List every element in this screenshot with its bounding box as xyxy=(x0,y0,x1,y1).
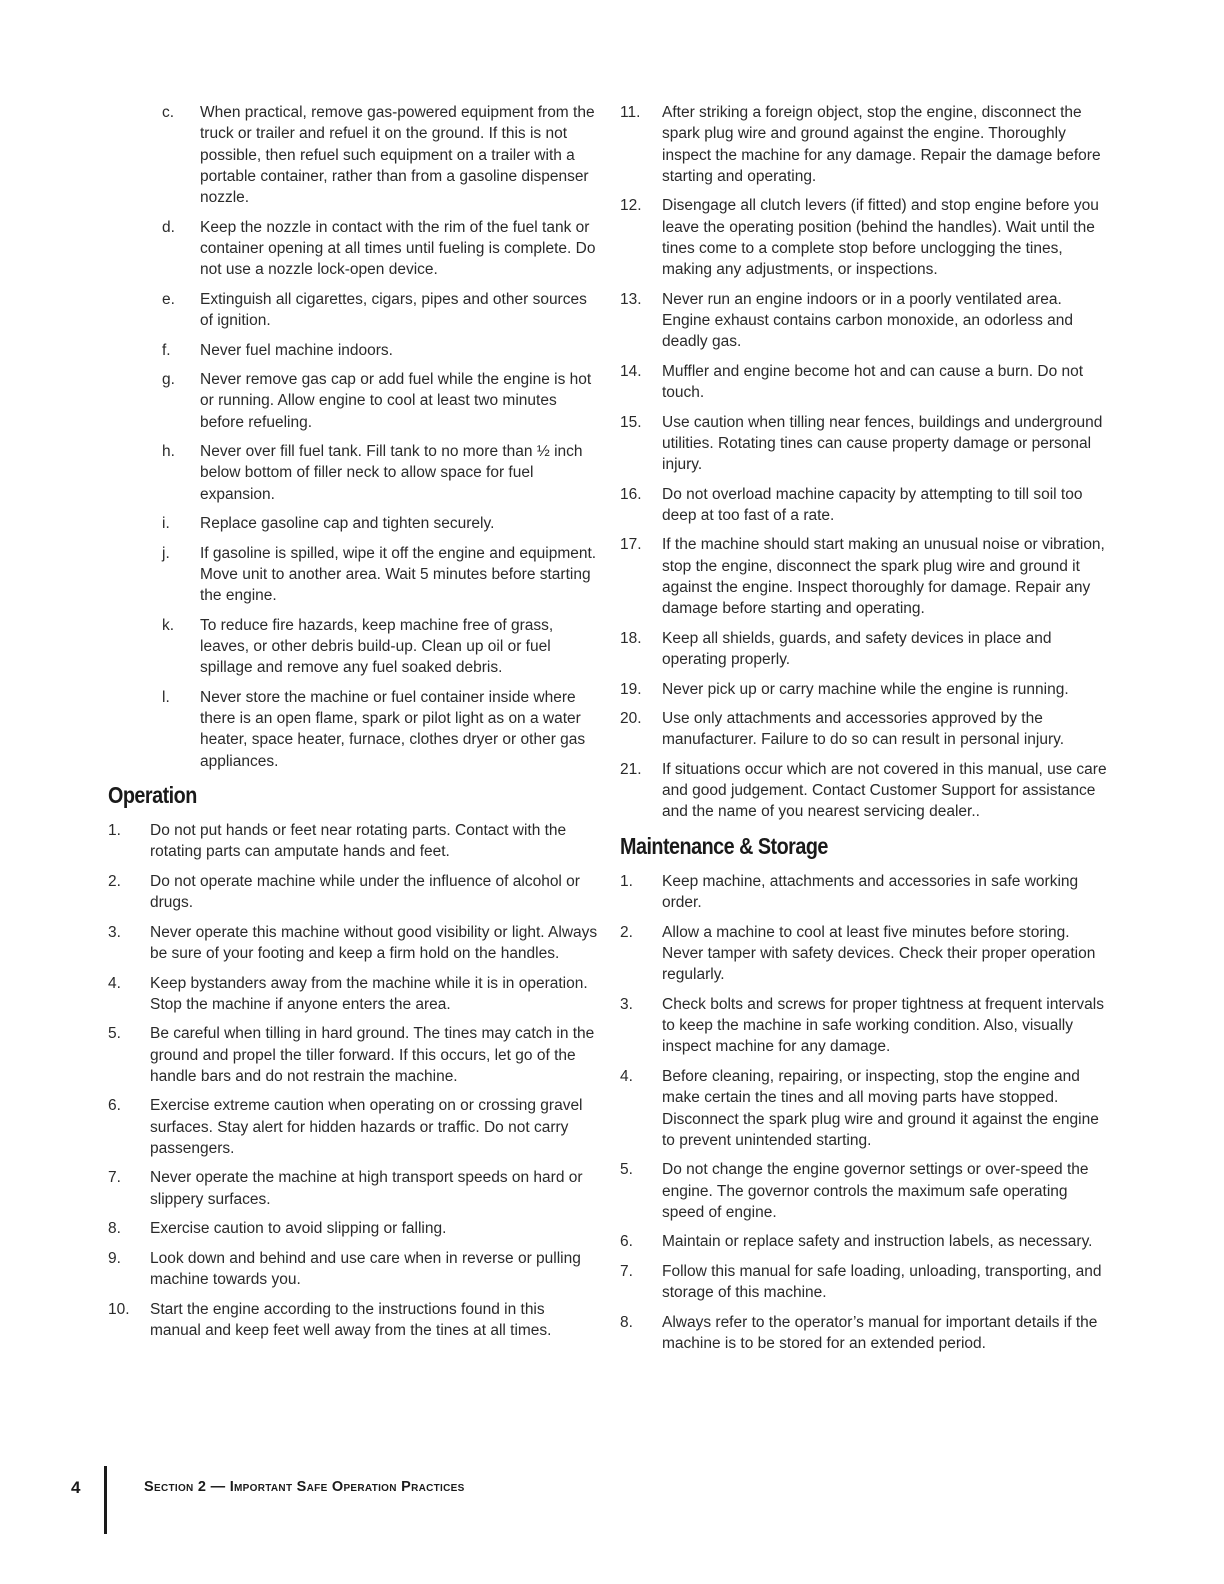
list-item: j. If gasoline is spilled, wipe it off the engine and equipment. Move unit to another area. Wait 5 minutes before starting the engine. xyxy=(162,544,597,605)
list-item: k. To reduce fire hazards, keep machine free of grass, leaves, or other debris build-up. Clean up oil or fuel spillage and remove any fuel soaked debris. xyxy=(162,616,554,677)
list-item: 5. Be careful when tilling in hard ground. The tines may catch in the ground and propel the tiller forward. If this occurs, let go of the handle bars and do not restrain the machine. xyxy=(108,1025,595,1085)
list-item: 2. Allow a machine to cool at least five minutes before storing. Never tamper with safety devices. Check their proper operation regularly. xyxy=(620,923,1096,984)
operation-heading: Operation xyxy=(108,782,197,809)
list-item: 16. Do not overload machine capacity by attempting to till soil too deep at too fast of a rate. xyxy=(620,485,1083,524)
list-item: 21. If situations occur which are not covered in this manual, use care and good judgement. Contact Customer Support for assistance and the name of you nearest servicing dealer.. xyxy=(620,760,1107,821)
list-item: 3. Check bolts and screws for proper tightness at frequent intervals to keep the machine in safe working condition. Also, visually inspect machine for any damage. xyxy=(620,995,1104,1056)
list-item: 5. Do not change the engine governor settings or over-speed the engine. The governor controls the maximum safe operating speed of engine. xyxy=(620,1161,1089,1221)
list-item: i. Replace gasoline cap and tighten securely. xyxy=(162,515,495,533)
fuel-safety-list xyxy=(108,102,598,772)
list-item: 9. Look down and behind and use care when in reverse or pulling machine towards you. xyxy=(108,1249,581,1289)
list-item: 3. Never operate this machine without good visibility or light. Always be sure of your footing and keep a firm hold on the handles. xyxy=(108,923,598,963)
list-item: 20. Use only attachments and accessories approved by the manufacturer. Failure to do so can result in personal injury. xyxy=(620,710,1065,749)
list-item: 19. Never pick up or carry machine while the engine is running. xyxy=(620,680,1069,698)
list-item: 15. Use caution when tilling near fences, buildings and underground utilities. Rotating tines can cause property damage or personal injury. xyxy=(620,413,1103,474)
list-item: 1. Do not put hands or feet near rotating parts. Contact with the rotating parts can amputate hands and feet. xyxy=(108,822,567,861)
list-item: d. Keep the nozzle in contact with the rim of the fuel tank or container opening at all times until fueling is complete. Do not use a nozzle lock-open device. xyxy=(162,218,596,279)
list-item: f. Never fuel machine indoors. xyxy=(162,341,393,359)
list-item: 2. Do not operate machine while under the influence of alcohol or drugs. xyxy=(108,872,580,912)
list-item: 6. Exercise extreme caution when operating on or crossing gravel surfaces. Stay alert for hidden hazards or traffic. Do not carry passengers. xyxy=(108,1097,583,1157)
list-item: 4. Keep bystanders away from the machine while it is in operation. Stop the machine if anyone enters the area. xyxy=(108,974,588,1013)
list-item: 18. Keep all shields, guards, and safety devices in place and operating properly. xyxy=(620,629,1052,669)
list-item: 12. Disengage all clutch levers (if fitted) and stop engine before you leave the operating position (behind the handles). Wait until the tines come to a complete stop before unclogging the tines, making any adjustments, or inspections. xyxy=(620,197,1099,279)
list-item: g. Never remove gas cap or add fuel while the engine is hot or running. Allow engine to cool at least two minutes before refueling. xyxy=(162,371,592,431)
list-item: c. When practical, remove gas-powered equipment from the truck or trailer and refuel it on the ground. If this is not possible, then refuel such equipment on a trailer with a portable container, rather than from a gasoline dispenser nozzle. xyxy=(162,104,595,207)
list-item: 13. Never run an engine indoors or in a poorly ventilated area. Engine exhaust contains carbon monoxide, an odorless and deadly gas. xyxy=(620,290,1074,351)
list-item: 17. If the machine should start making an unusual noise or vibration, stop the engine, disconnect the spark plug wire and ground it against the engine. Inspect thoroughly for damage. Repair any damage before starting and operating. xyxy=(620,536,1105,618)
maintenance-list xyxy=(620,871,1112,1354)
list-item: 10. Start the engine according to the instructions found in this manual and keep feet well away from the tines at all times. xyxy=(108,1300,552,1339)
list-item: l. Never store the machine or fuel container inside where there is an open flame, spark or pilot light as on a water heater, space heater, furnace, clothes dryer or other gas appliances. xyxy=(162,688,586,770)
list-item: 1. Keep machine, attachments and accessories in safe working order. xyxy=(620,872,1079,912)
list-item: 7. Follow this manual for safe loading, unloading, transporting, and storage of this machine. xyxy=(620,1262,1102,1302)
list-item: h. Never over fill fuel tank. Fill tank to no more than ½ inch below bottom of filler neck to allow space for fuel expansion. xyxy=(162,443,583,503)
operation-list xyxy=(108,820,598,1341)
list-item: e. Extinguish all cigarettes, cigars, pipes and other sources of ignition. xyxy=(162,290,587,330)
operation-list-continued xyxy=(620,102,1112,823)
list-item: 14. Muffler and engine become hot and can cause a burn. Do not touch. xyxy=(620,362,1084,402)
right-column xyxy=(620,102,1112,1362)
page-footer xyxy=(0,1466,1224,1536)
list-item: 11. After striking a foreign object, stop the engine, disconnect the spark plug wire and ground against the engine. Thoroughly inspect the machine for any damage. Repair the damage before starting and operating. xyxy=(620,104,1101,185)
list-item: 8. Always refer to the operator’s manual for important details if the machine is to be stored for an extended period. xyxy=(620,1313,1098,1352)
maintenance-heading: Maintenance & Storage xyxy=(620,832,828,859)
left-column xyxy=(108,102,598,1349)
list-item: 7. Never operate the machine at high transport speeds on hard or slippery surfaces. xyxy=(108,1169,583,1208)
list-item: 6. Maintain or replace safety and instruction labels, as necessary. xyxy=(620,1233,1093,1251)
list-item: 4. Before cleaning, repairing, or inspecting, stop the engine and make certain the tines and all moving parts have stopped. Disconnect the spark plug wire and ground it against the engine to prevent unintended starting. xyxy=(620,1067,1099,1149)
footer-divider xyxy=(104,1466,107,1534)
list-item: 8. Exercise caution to avoid slipping or falling. xyxy=(108,1220,447,1238)
section-title: Section 2 — Important Safe Operation Practices xyxy=(144,1479,465,1495)
page-number: 4 xyxy=(71,1478,81,1497)
